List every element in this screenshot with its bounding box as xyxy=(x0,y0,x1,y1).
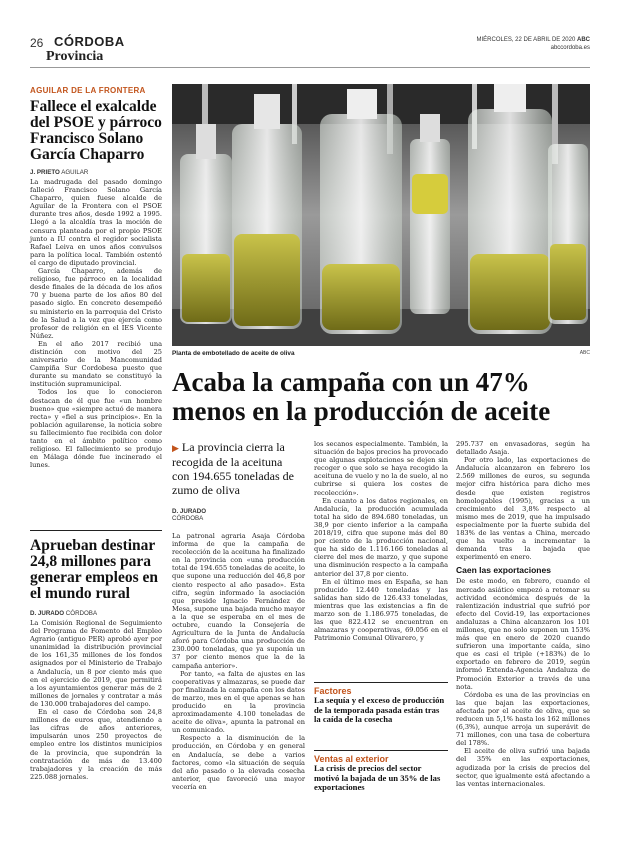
paragraph: En cuanto a los datos regionales, en Andalucía, la producción acumulada total ha sido de 894.680 toneladas, un 38,9 por ciento inferior a la campaña 2018/19, cifra que supone más del 80 por ciento de la producción nacional, que ha sido de 1.116.166 toneladas al cierre del mes de marzo, y que supone una disminución respecto a la campaña anterior del 37,8 por ciento. xyxy=(314,496,448,578)
paragraph: En el último mes en España, se han producido 12.440 toneladas y las salidas han sido de 126.433 toneladas, mientras que las existencias a fin de marzo son de 1.186.975 toneladas, de las que 822.412 se encuentran en almazaras y cooperativas, 69.056 en el Patrimonio Comunal Olivarero, y xyxy=(314,577,448,643)
main-byline xyxy=(172,508,206,522)
story1-author: J. PRIETO xyxy=(30,169,60,176)
paragraph: La patronal agraria Asaja Córdoba informa de que la campaña de recolección de la aceituna ha finalizado en la provincia con «una producción total de 194.655 toneladas de aceite, lo que supone una reducción del 46,8 por ciento respecto al año pasado». Esta cifra, según informado la asociación que preside Ignacio Fernández de Mesa, supone una bajada mucho mayor a la que se esperaba en el mes de octubre, cuando la Consejería de Agricultura de la Junta de Andalucía aforó para Córdoba una producción de 230.000 toneladas, que ya suponía un 37 por ciento menos que la de la campaña anterior». xyxy=(172,532,305,670)
paragraph: En el caso de Córdoba son 24,8 millones de euros que, atendiendo a las cifras de años anteriores, impulsarán unos 250 proyectos de empleo entre los distintos municipios de la provincia, que supondrán la contratación de más de 13.400 trabajadores y la creación de más 225.088 jornales. xyxy=(30,708,162,781)
box2-text: La crisis de precios del sector motivó la bajada de un 35% de las exportaciones xyxy=(314,763,441,792)
story-divider xyxy=(30,530,162,531)
box2-kicker: Ventas al exterior xyxy=(314,754,389,764)
section-title: CÓRDOBA xyxy=(54,34,125,49)
story2-headline: Aprueban destinar 24,8 millones para generar empleos en el mundo rural xyxy=(30,537,158,602)
subhead-exports: Caen las exportaciones xyxy=(456,565,551,576)
paragraph: los secanos especialmente. También, la situación de bajos precios ha provocado que algunas explotaciones se dejen sin recoger o que solo se haya recogido la aceituna de vuelo y no la de suelo, al no cubrirse si quiera los costes de recolección». xyxy=(314,440,448,497)
box-rule xyxy=(314,750,448,751)
header-website[interactable]: abccordoba.es xyxy=(550,45,590,51)
story2-author: D. JURADO xyxy=(30,610,65,617)
story-obituary xyxy=(30,86,162,469)
page-number: 26 xyxy=(30,36,44,50)
paragraph: Por tanto, «a falta de ajustes en las cooperativas y almazaras, se puede dar por finalizada la campaña con los datos de marzo, mes en el que apenas se han producido en la provincia aproximadamente 4.100 toneladas de aceite de oliva», apunta la patronal en un comunicado. xyxy=(172,669,305,735)
main-lead-text: La provincia cierra la recogida de la aceituna con 194.655 toneladas de zumo de oliva xyxy=(172,440,294,497)
olive-oil-bottling-photo xyxy=(172,84,590,346)
header-brand: ABC xyxy=(577,37,590,43)
bottle xyxy=(410,114,450,314)
main-place: CÓRDOBA xyxy=(172,515,204,522)
story1-place: AGUILAR xyxy=(61,169,89,176)
story2-body xyxy=(30,619,162,781)
main-column-2 xyxy=(314,440,448,642)
story2-byline xyxy=(30,610,162,617)
header-date: MIÉRCOLES, 22 DE ABRIL DE 2020 xyxy=(476,37,576,43)
box-rule xyxy=(314,682,448,683)
story1-body xyxy=(30,178,162,469)
main-lead xyxy=(172,440,302,497)
bottle xyxy=(232,94,302,329)
paragraph: El aceite de oliva sufrió una bajada del 35% en las exportaciones, agudizada por la crisis de precios del sector, que igualmente está afectando a las ventas internacionales. xyxy=(456,747,590,788)
main-column-3 xyxy=(456,440,590,788)
story-rural-employment xyxy=(30,538,162,781)
bottle xyxy=(468,84,552,334)
header-rule xyxy=(30,67,590,68)
paragraph: Por otro lado, las exportaciones de Andalucía alcanzaron en febrero los 2.569 millones de euros, su segunda mejor cifra histórica para dicho mes desde que existen registros homologables (1995), gracias a un crecimiento del 3,8% respecto al mismo mes de 2019, que ha impulsado especialmente por la fuerte subida del 183% de las ventas a China, mercado que ha vuelto a incrementar la demanda tras la bajada que experimentó en enero. xyxy=(456,456,590,562)
paragraph: Córdoba es una de las provincias en las que bajan las exportaciones, afectada por el aceite de oliva, que se reducen un 5,1% hasta los 162 millones (6,3%), aunque arroja un superávit de 71 millones, con una tasa de cobertura del 178%. xyxy=(456,690,590,748)
paragraph: Respecto a la disminución de la producción, en Córdoba y en general en Andalucía, se debe a varios factores, como «la situación de sequía del año pasado o la elevada cosecha anterior, que favoreció una mayor vecería en xyxy=(172,734,305,791)
paragraph: Todos los que lo conocieron destacan de él que fue «un hombre bueno» que «siempre actuó de manera recta» y «fiel a sus principios». En la población aguilarense, la noticia sobre su fallecimiento fue recibida con dolor tanto en el ámbito político como religioso. El fallecimiento se produjo en Málaga dónde fue incinerado el lunes. xyxy=(30,388,162,470)
story1-kicker: AGUILAR DE LA FRONTERA xyxy=(30,86,146,95)
paragraph: En el año 2017 recibió una distinción con motivo del 25 aniversario de la Mancomunidad Campiña Sur Cordobesa puesto que durante su mandato se constituyó la institución supramunicipal. xyxy=(30,339,162,389)
photo-caption: Planta de embotellado de aceite de oliva xyxy=(172,350,295,357)
bottle xyxy=(320,89,402,334)
paragraph: De este modo, en febrero, cuando el mercado asiático empezó a retomar su actividad económica después de la ralentización industrial que sufrió por efecto del Covid-19, las exportaciones andaluzas a China alcanzaron los 101 millones, que no solo suponen un 153% más que en enero de 2020 cuando sufrieron una importante caída, sino que es casi el triple (+183%) de lo exportado en febrero de 2019, según informó Extenda-Agencia Andaluza de Promoción Exterior a través de una nota. xyxy=(456,577,590,691)
paragraph: 295.737 en envasadoras, según ha detallado Asaja. xyxy=(456,440,590,457)
highlight-box-exports xyxy=(314,750,448,793)
story1-byline xyxy=(30,169,162,176)
box1-text: La sequía y el exceso de producción de la temporada pasada están tras la caída de la cosecha xyxy=(314,695,445,724)
paragraph: La Comisión Regional de Seguimiento del Programa de Fomento del Empleo Agrario (antiguo PER) aprobó ayer por unanimidad la distribución provincial de los 161,35 millones de los fondos asignados por el Ministerio de Trabajo a Andalucía, un 8 por ciento más que en el ejercicio de 2019, que permitirá a los ayuntamientos generar más de 2 millones de jornales y contratar a más de 130.000 trabajadores del campo. xyxy=(30,619,162,708)
main-headline: Acaba la campaña con un 47% menos en la producción de aceite xyxy=(172,367,551,426)
highlight-box-factors xyxy=(314,682,448,725)
subsection-title: Provincia xyxy=(46,49,104,64)
header-date-block xyxy=(477,36,591,52)
box1-kicker: Factores xyxy=(314,686,352,696)
photo-credit: ABC xyxy=(579,350,590,356)
story2-place: CÓRDOBA xyxy=(65,610,98,617)
main-author: D. JURADO xyxy=(172,508,207,515)
paragraph: García Chaparro, además de religioso, fue párroco en la localidad desde finales de la década de los años 70 y buena parte de los años 80 del pasado siglo. En concreto desempeñó su ministerio en la parroquia del Cristo de la Salud a la vez que ejercía como profesor de religión en el IES Vicente Núñez. xyxy=(30,267,162,340)
bottles-illustration xyxy=(172,84,590,346)
bullet-arrow-icon: ▶ xyxy=(172,443,179,453)
bottle xyxy=(548,144,588,324)
main-column-1 xyxy=(172,532,305,791)
story1-headline: Fallece el exalcalde del PSOE y párroco Francisco Solano García Chaparro xyxy=(30,98,162,163)
paragraph: La madrugada del pasado domingo falleció Francisco Solano García Chaparro, quien fuese alcalde de Aguilar de la Frontera con el PSOE durante tres años, desde 1992 a 1995. Llegó a la alcaldía tras la moción de censura planteada por el propio PSOE junto a IU contra el regidor socialista Rafael Leiva en unos años convulsos para la política local. También ostentó el cargo de diputado provincial. xyxy=(30,178,162,267)
